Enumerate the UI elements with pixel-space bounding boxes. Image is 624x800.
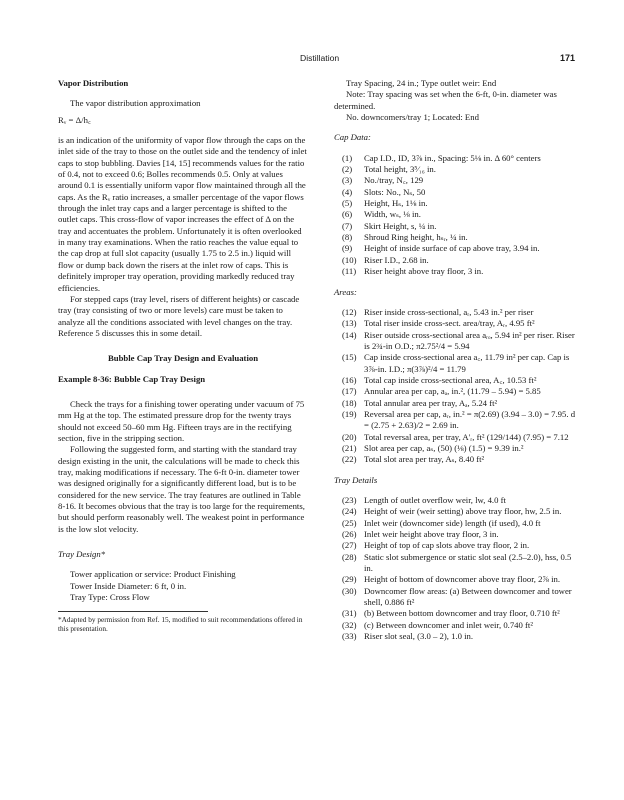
item-number: (5) xyxy=(342,198,353,209)
list-item xyxy=(334,506,579,517)
item-text: Cap I.D., ID, 3⅞ in., Spacing: 5⅛ in. Δ 60° centers xyxy=(364,152,541,163)
item-text: Height of bottom of downcomer above tray floor, 2⅞ in. xyxy=(364,574,561,585)
item-text: Length of outlet overflow weir, lw, 4.0 ft xyxy=(364,495,506,505)
item-number: (6) xyxy=(342,209,353,220)
item-text: Riser I.D., 2.68 in. xyxy=(364,254,429,265)
item-number: (25) xyxy=(342,517,357,528)
list-item xyxy=(334,409,579,432)
item-number: (7) xyxy=(342,220,353,231)
list-item xyxy=(334,352,579,375)
item-text: Annular area per cap, aₐ, in.², (11.79 – 5.94) = 5.85 xyxy=(364,386,541,397)
page-header xyxy=(0,53,624,67)
item-text: Height of inside surface of cap above tray, 3.94 in. xyxy=(364,243,540,254)
list-item xyxy=(334,330,579,353)
formula: Rᵥ = Δ/h꜀ xyxy=(58,114,91,125)
list-item xyxy=(334,307,579,318)
running-head: Distillation xyxy=(300,53,340,63)
list-item xyxy=(334,255,579,266)
item-text: (b) Between bottom downcomer and tray floor, 0.710 ft² xyxy=(364,608,560,619)
list-item xyxy=(334,443,579,454)
item-number: (22) xyxy=(342,454,357,465)
list-item xyxy=(334,518,579,529)
item-text: Riser slot seal, (3.0 – 2), 1.0 in. xyxy=(364,631,474,642)
item-number: (26) xyxy=(342,529,357,540)
list-item xyxy=(334,495,579,506)
vapor-paragraph-1: is an indication of the uniformity of vapor flow through the caps on the inlet side of the tray to those on the outlet side and the tendency of inlet caps to stop bubbling. Davies [14, 15] recommends values for the ratio of 0.4, not to exceed 0.6; Bolles recommends 0.5. Only at values around 0.1 is essentially uniform vapor flow maintained through all the caps. As the Rᵥ ratio increases, a smaller percentage of the vapor flows through the inlet tray caps and a larger percentage is shifted to the outlet caps. This cross-flow of vapor increases the effect of Δ on the tray and accentuates the problem. Unfortunately it is often overlooked in many tray examinations. When the ratio reaches the value equal to the cap drop at full slot capacity (usually 1.75 to 2.5 in.) liquid will flow or dump back down the risers at the inlet row of caps. This is definitely improper tray operation, providing markedly reduced tray efficiencies. xyxy=(58,135,307,293)
item-number: (8) xyxy=(342,232,353,243)
list-item xyxy=(334,552,579,575)
tray-spacing-line: Tray Spacing, 24 in.; Type outlet weir: End xyxy=(346,78,497,88)
item-number: (14) xyxy=(342,329,357,340)
list-item xyxy=(334,620,579,631)
item-number: (31) xyxy=(342,608,357,619)
item-number: (9) xyxy=(342,243,353,254)
example-paragraph-1: Check the trays for a finishing tower operating under vacuum of 75 mm Hg at the top. The estimated pressure drop for the twenty trays should not exceed 50–60 mm Hg. Fifteen trays are in the rectifying section, five in the stripping section. xyxy=(58,398,305,443)
item-text: Downcomer flow areas: (a) Between downcomer and tower shell, 0.886 ft² xyxy=(364,585,572,608)
list-item xyxy=(334,266,579,277)
list-item xyxy=(334,608,579,619)
list-item xyxy=(334,574,579,585)
item-text: Riser outside cross-sectional area aᵣₒ, 5.94 in² per riser. Riser is 2¾-in O.D.; π2.75²/4 = 5.94 xyxy=(364,329,575,351)
vapor-intro: The vapor distribution approximation xyxy=(70,98,201,109)
list-item xyxy=(334,432,579,443)
item-text: Inlet weir (downcomer side) length (if used), 4.0 ft xyxy=(364,517,541,528)
list-item xyxy=(334,631,579,642)
page-number: 171 xyxy=(560,53,576,63)
item-number: (11) xyxy=(342,266,357,277)
item-number: (30) xyxy=(342,585,357,596)
tray-design-heading: Tray Design* xyxy=(58,549,106,560)
item-number: (2) xyxy=(342,164,353,175)
tray-design-line-2: Tower Inside Diameter: 6 ft, 0 in. xyxy=(70,580,187,591)
item-number: (29) xyxy=(342,574,357,585)
areas-list xyxy=(334,307,579,466)
item-number: (4) xyxy=(342,186,353,197)
item-text: Cap inside cross-sectional area a꜀, 11.79 in² per cap. Cap is 3⅞-in. I.D.; π(3⅞)²/4 = 11.79 xyxy=(364,352,570,374)
list-item xyxy=(334,375,579,386)
example-heading: Example 8-36: Bubble Cap Tray Design xyxy=(58,373,206,384)
item-text: Total riser inside cross-sect. area/tray, Aᵣ, 4.95 ft² xyxy=(364,318,535,329)
cap-data-list xyxy=(334,153,579,278)
item-text: Shroud Ring height, hₛᵣ, ¼ in. xyxy=(364,232,468,243)
right-column xyxy=(334,78,579,642)
item-number: (28) xyxy=(342,551,357,562)
item-number: (21) xyxy=(342,442,357,453)
tray-design-line-3: Tray Type: Cross Flow xyxy=(70,592,150,603)
tray-spacing-note: Note: Tray spacing was set when the 6-ft, 0-in. diameter was determined. xyxy=(334,89,557,111)
item-number: (20) xyxy=(342,431,357,442)
item-text: (c) Between downcomer and inlet weir, 0.740 ft² xyxy=(364,619,533,630)
list-item xyxy=(334,540,579,551)
list-item xyxy=(334,318,579,329)
item-number: (13) xyxy=(342,318,357,329)
item-text: Height of top of cap slots above tray floor, 2 in. xyxy=(364,540,530,551)
item-text: Total annular area per tray, Aₐ, 5.24 ft² xyxy=(364,397,498,408)
item-number: (1) xyxy=(342,152,353,163)
item-number: (15) xyxy=(342,352,357,363)
item-text: Skirt Height, s, ¼ in. xyxy=(364,220,437,231)
item-text: Slot area per cap, aₛ, (50) (⅛) (1.5) = 9.39 in.² xyxy=(364,442,524,453)
list-item xyxy=(334,209,579,220)
list-item xyxy=(334,198,579,209)
left-column xyxy=(58,78,308,633)
list-item xyxy=(334,153,579,164)
list-item xyxy=(334,454,579,465)
cap-data-heading: Cap Data: xyxy=(334,132,371,143)
footnote: *Adapted by permission from Ref. 15, modified to suit recommendations offered in this presentation. xyxy=(58,615,303,634)
tray-design-line-1: Tower application or service: Product Finishing xyxy=(70,569,236,580)
item-number: (24) xyxy=(342,506,357,517)
item-text: Static slot submergence or static slot seal (2.5–2.0), hss, 0.5 in. xyxy=(364,551,572,574)
item-text: Total height, 3⁵⁄₁₆ in. xyxy=(364,164,436,175)
item-number: (12) xyxy=(342,306,357,317)
list-item xyxy=(334,586,579,609)
item-number: (23) xyxy=(342,495,357,505)
list-item xyxy=(334,529,579,540)
item-text: Height, Hₛ, 1⅛ in. xyxy=(364,198,428,209)
item-number: (16) xyxy=(342,374,357,385)
list-item xyxy=(334,221,579,232)
footnote-rule xyxy=(58,611,208,612)
item-text: Total slot area per tray, Aₛ, 8.40 ft² xyxy=(364,454,485,465)
item-number: (33) xyxy=(342,631,357,642)
tray-details-list xyxy=(334,495,579,642)
downcomers-line: No. downcomers/tray 1; Located: End xyxy=(346,112,479,123)
item-number: (10) xyxy=(342,254,357,265)
section-heading: Bubble Cap Tray Design and Evaluation xyxy=(107,353,259,364)
item-number: (27) xyxy=(342,540,357,551)
item-number: (3) xyxy=(342,175,353,186)
item-number: (32) xyxy=(342,619,357,630)
item-text: Width, wₛ, ⅛ in. xyxy=(364,209,421,220)
item-number: (19) xyxy=(342,408,357,419)
item-text: Riser height above tray floor, 3 in. xyxy=(364,266,484,277)
list-item xyxy=(334,232,579,243)
item-text: Total cap inside cross-sectional area, A꜀, 10.53 ft² xyxy=(364,374,537,385)
item-text: Height of weir (weir setting) above tray floor, hw, 2.5 in. xyxy=(364,506,562,517)
item-text: Inlet weir height above tray floor, 3 in. xyxy=(364,529,499,540)
list-item xyxy=(334,243,579,254)
tray-details-heading: Tray Details xyxy=(334,474,378,485)
item-text: Total reversal area, per tray, A'ᵣ, ft² (129/144) (7.95) = 7.12 xyxy=(364,431,569,442)
vapor-paragraph-2: For stepped caps (tray level, risers of different heights) or cascade tray (tray consisting of two or more levels) care must be taken to analyze all the conditions associated with level changes on the tray. Reference 5 discusses this in some detail. xyxy=(58,293,300,338)
item-text: Slots: No., Nₛ, 50 xyxy=(364,186,426,197)
list-item xyxy=(334,175,579,186)
example-paragraph-2: Following the suggested form, and starting with the standard tray design existing in the unit, the calculations will be made to check this tray, making modifications if necessary. The 6-ft 0-in. diameter tower was designed originally for a significantly different load, but is to be considered for the new service. The tray features are outlined in Table 8-16. It becomes obvious that the tray is too large for the requirements, but should perform reasonably well. The weakest point in performance is the low slot velocity. xyxy=(58,444,305,534)
item-number: (17) xyxy=(342,386,357,397)
list-item xyxy=(334,187,579,198)
vapor-distribution-heading: Vapor Distribution xyxy=(58,78,129,88)
list-item xyxy=(334,398,579,409)
item-text: Reversal area per cap, aᵣ, in.² = π(2.69) (3.94 – 3.0) = 7.95. d = (2.75 + 2.63)/2 = 2.69 in. xyxy=(364,408,576,431)
list-item xyxy=(334,164,579,175)
item-text: Riser inside cross-sectional, aᵣ, 5.43 in.² per riser xyxy=(364,306,534,317)
areas-heading: Areas: xyxy=(334,286,357,297)
item-number: (18) xyxy=(342,397,357,408)
list-item xyxy=(334,386,579,397)
item-text: No./tray, N꜀, 129 xyxy=(364,175,424,186)
